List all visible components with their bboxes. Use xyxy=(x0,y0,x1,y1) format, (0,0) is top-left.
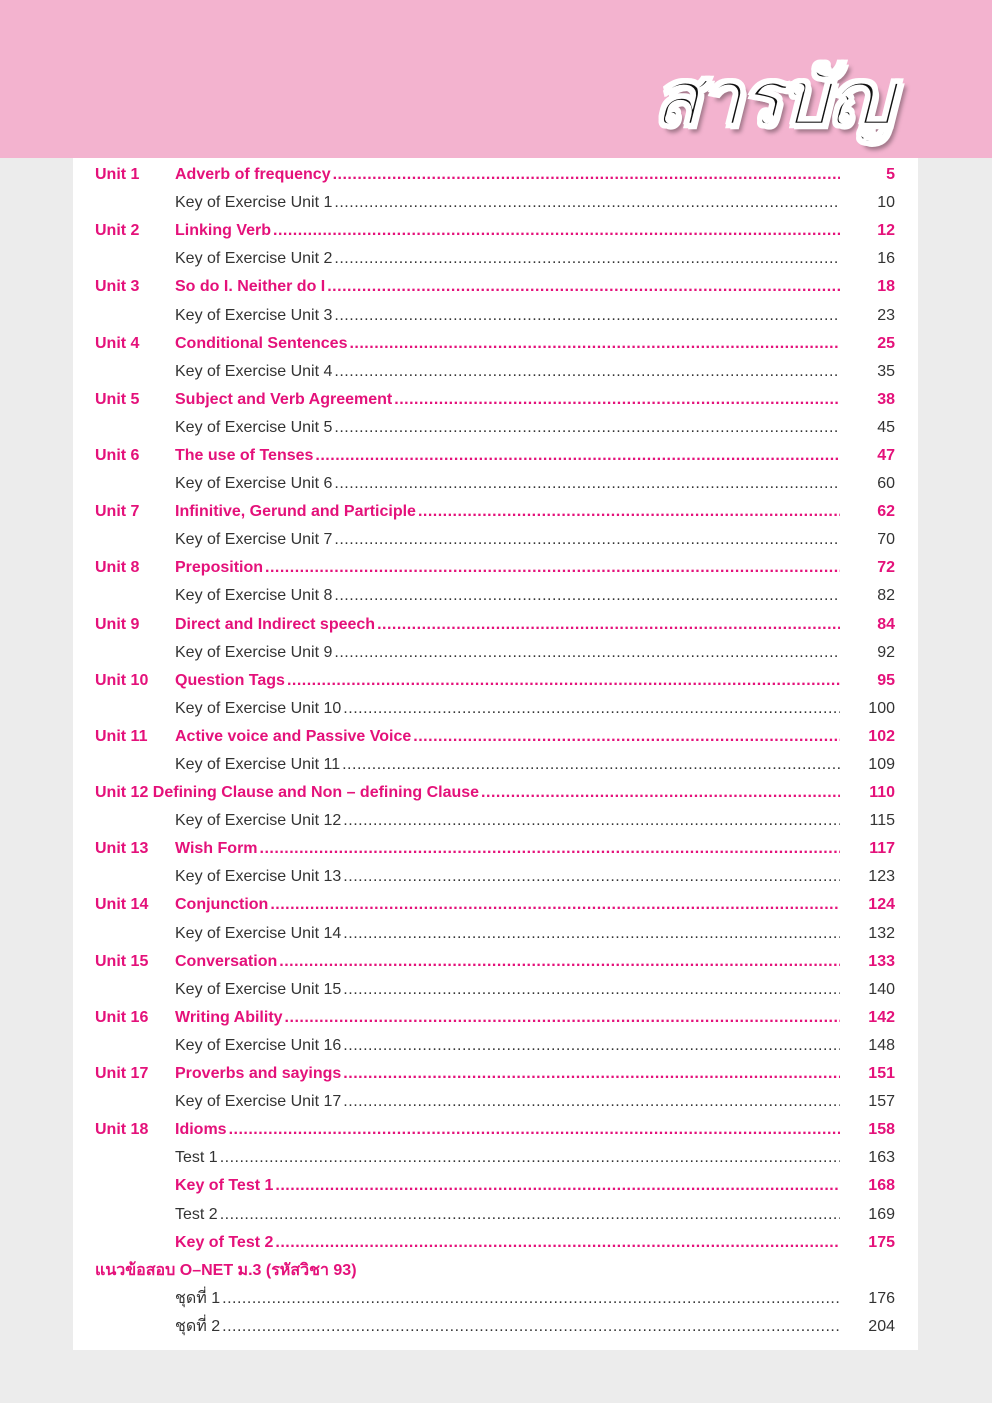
toc-entry xyxy=(95,611,895,639)
toc-entry-title: Key of Exercise Unit 8 xyxy=(175,587,333,605)
toc-page-number: 157 xyxy=(868,1093,895,1111)
toc-entry xyxy=(95,161,895,189)
dot-leader xyxy=(343,925,840,943)
dot-leader xyxy=(334,475,840,493)
toc-entry-title: Direct and Indirect speech xyxy=(175,615,376,633)
toc-page-number: 175 xyxy=(868,1233,895,1251)
toc-entry-title: Test 1 xyxy=(175,1149,218,1167)
toc-entry-title: Key of Exercise Unit 15 xyxy=(175,980,342,998)
toc-unit-label: Unit 10 xyxy=(95,671,149,689)
toc-page-number: 92 xyxy=(877,643,895,661)
toc-entry-title: Key of Exercise Unit 6 xyxy=(175,475,333,493)
dot-leader xyxy=(275,1177,840,1195)
toc-page-number: 132 xyxy=(868,924,895,942)
toc-entry xyxy=(95,1172,895,1200)
dot-leader xyxy=(287,672,840,690)
toc-entry-title: Infinitive, Gerund and Participle xyxy=(175,503,416,521)
toc-entry xyxy=(95,891,895,919)
toc-entry-title: Key of Exercise Unit 16 xyxy=(175,1036,342,1054)
toc-entry xyxy=(95,1313,895,1341)
dot-leader xyxy=(343,868,840,886)
dot-leader xyxy=(279,953,840,971)
toc-page-number: 82 xyxy=(877,587,895,605)
dot-leader xyxy=(334,419,840,437)
dot-leader xyxy=(343,1065,840,1083)
toc-page-number: 102 xyxy=(868,727,895,745)
toc-entry xyxy=(95,695,895,723)
toc-entry xyxy=(95,1229,895,1257)
dot-leader xyxy=(394,391,840,409)
toc-unit-label: Unit 8 xyxy=(95,559,140,577)
toc-entry-title: Conjunction xyxy=(175,896,269,914)
dot-leader xyxy=(343,1037,840,1055)
toc-entry xyxy=(95,835,895,863)
toc-entry xyxy=(95,1088,895,1116)
dot-leader xyxy=(229,1121,840,1139)
toc-entry-title: Subject and Verb Agreement xyxy=(175,390,393,408)
toc-entry xyxy=(95,1285,895,1313)
toc-entry-title: Key of Test 1 xyxy=(175,1177,274,1195)
toc-entry-title: Key of Test 2 xyxy=(175,1233,274,1251)
dot-leader xyxy=(334,250,840,268)
toc-entry xyxy=(95,1200,895,1228)
toc-entry xyxy=(95,863,895,891)
dot-leader xyxy=(222,1290,840,1308)
table-of-contents xyxy=(95,161,895,1341)
dot-leader xyxy=(413,728,840,746)
toc-page-number: 109 xyxy=(868,756,895,774)
toc-entry-title: Idioms xyxy=(175,1121,227,1139)
dot-leader xyxy=(260,840,840,858)
header-band xyxy=(0,0,992,158)
toc-entry xyxy=(95,1257,895,1285)
toc-entry-title: The use of Tenses xyxy=(175,446,314,464)
toc-entry xyxy=(95,273,895,301)
dot-leader xyxy=(349,335,840,353)
toc-entry xyxy=(95,639,895,667)
toc-entry xyxy=(95,920,895,948)
toc-entry xyxy=(95,1060,895,1088)
toc-page-number: 204 xyxy=(868,1317,895,1335)
toc-entry xyxy=(95,358,895,386)
toc-page-number: 23 xyxy=(877,306,895,324)
toc-entry xyxy=(95,498,895,526)
toc-entry-title: Key of Exercise Unit 2 xyxy=(175,250,333,268)
toc-entry-title: Key of Exercise Unit 17 xyxy=(175,1093,342,1111)
dot-leader xyxy=(481,784,840,802)
dot-leader xyxy=(270,896,840,914)
toc-page-number: 100 xyxy=(868,699,895,717)
toc-unit-label: Unit 13 xyxy=(95,840,149,858)
toc-entry xyxy=(95,442,895,470)
toc-entry-title: Key of Exercise Unit 12 xyxy=(175,812,342,830)
dot-leader xyxy=(343,981,840,999)
toc-page-number: 124 xyxy=(868,896,895,914)
toc-entry-title: Writing Ability xyxy=(175,1008,283,1026)
toc-page-number: 133 xyxy=(868,952,895,970)
dot-leader xyxy=(275,1234,840,1252)
dot-leader xyxy=(418,503,840,521)
toc-page-number: 117 xyxy=(869,840,895,858)
toc-unit-label: Unit 14 xyxy=(95,896,149,914)
toc-entry-title: Key of Exercise Unit 10 xyxy=(175,699,342,717)
toc-unit-label: Unit 1 xyxy=(95,166,140,184)
toc-unit-label: Unit 18 xyxy=(95,1121,149,1139)
toc-entry-title: Unit 12 Defining Clause and Non – defining Clause xyxy=(95,784,480,802)
toc-entry xyxy=(95,526,895,554)
toc-entry-title: Active voice and Passive Voice xyxy=(175,727,412,745)
toc-entry-title: Key of Exercise Unit 1 xyxy=(175,194,333,212)
toc-unit-label: Unit 5 xyxy=(95,390,140,408)
toc-entry-title: แนวข้อสอบ O–NET ม.3 (รหัสวิชา 93) xyxy=(95,1262,357,1280)
dot-leader xyxy=(315,447,840,465)
dot-leader xyxy=(273,222,840,240)
dot-leader xyxy=(343,812,840,830)
toc-entry-title: Preposition xyxy=(175,559,264,577)
toc-page-number: 140 xyxy=(868,980,895,998)
dot-leader xyxy=(334,531,840,549)
toc-entry xyxy=(95,976,895,1004)
dot-leader xyxy=(265,559,840,577)
toc-page-number: 45 xyxy=(877,418,895,436)
toc-entry xyxy=(95,330,895,358)
dot-leader xyxy=(285,1009,840,1027)
toc-page-number: 142 xyxy=(868,1008,895,1026)
toc-entry xyxy=(95,751,895,779)
toc-page-number: 163 xyxy=(868,1149,895,1167)
toc-entry-title: Key of Exercise Unit 14 xyxy=(175,924,342,942)
toc-entry xyxy=(95,554,895,582)
toc-entry xyxy=(95,779,895,807)
toc-page-number: 25 xyxy=(877,334,895,352)
toc-page-number: 158 xyxy=(868,1121,895,1139)
toc-page-number: 169 xyxy=(868,1205,895,1223)
toc-entry-title: Proverbs and sayings xyxy=(175,1065,342,1083)
toc-entry xyxy=(95,1004,895,1032)
toc-panel xyxy=(73,158,918,1350)
toc-entry xyxy=(95,301,895,329)
toc-page-number: 168 xyxy=(868,1177,895,1195)
toc-page-number: 18 xyxy=(877,278,895,296)
toc-unit-label: Unit 3 xyxy=(95,278,140,296)
toc-page-number: 16 xyxy=(877,250,895,268)
toc-page-number: 72 xyxy=(877,559,895,577)
toc-entry-title: Key of Exercise Unit 11 xyxy=(175,756,341,774)
toc-entry-title: Key of Exercise Unit 7 xyxy=(175,531,333,549)
dot-leader xyxy=(220,1149,840,1167)
toc-page-number: 5 xyxy=(886,166,895,184)
dot-leader xyxy=(343,700,840,718)
toc-page-number: 95 xyxy=(877,671,895,689)
dot-leader xyxy=(343,1093,840,1111)
toc-entry xyxy=(95,948,895,976)
toc-page-number: 70 xyxy=(877,531,895,549)
toc-unit-label: Unit 16 xyxy=(95,1008,149,1026)
dot-leader xyxy=(220,1206,840,1224)
toc-unit-label: Unit 11 xyxy=(95,727,148,745)
toc-entry xyxy=(95,807,895,835)
toc-entry-title: Adverb of frequency xyxy=(175,166,331,184)
toc-entry-title: Conditional Sentences xyxy=(175,334,348,352)
toc-page-number: 148 xyxy=(868,1036,895,1054)
toc-entry xyxy=(95,1144,895,1172)
toc-entry-title: Key of Exercise Unit 5 xyxy=(175,418,333,436)
toc-entry-title: Conversation xyxy=(175,952,278,970)
toc-entry xyxy=(95,386,895,414)
toc-entry xyxy=(95,470,895,498)
dot-leader xyxy=(334,587,840,605)
toc-unit-label: Unit 17 xyxy=(95,1065,149,1083)
toc-page-number: 110 xyxy=(869,784,895,802)
toc-entry-title: Key of Exercise Unit 13 xyxy=(175,868,342,886)
toc-page-number: 10 xyxy=(877,194,895,212)
toc-unit-label: Unit 7 xyxy=(95,503,140,521)
toc-page-number: 151 xyxy=(868,1065,895,1083)
toc-page-number: 123 xyxy=(868,868,895,886)
toc-page-number: 84 xyxy=(877,615,895,633)
toc-unit-label: Unit 4 xyxy=(95,334,140,352)
toc-entry-title: ชุดที่ 1 xyxy=(175,1290,221,1308)
toc-entry-title: Question Tags xyxy=(175,671,285,689)
toc-entry xyxy=(95,245,895,273)
toc-entry xyxy=(95,582,895,610)
toc-entry-title: Key of Exercise Unit 3 xyxy=(175,306,333,324)
dot-leader xyxy=(222,1318,840,1336)
toc-page-number: 38 xyxy=(877,390,895,408)
page-title: สารบัญ xyxy=(652,54,892,144)
toc-entry xyxy=(95,414,895,442)
toc-page-number: 62 xyxy=(877,503,895,521)
toc-entry-title: Key of Exercise Unit 4 xyxy=(175,362,333,380)
dot-leader xyxy=(334,194,840,212)
toc-entry-title: Test 2 xyxy=(175,1205,218,1223)
dot-leader xyxy=(334,644,840,662)
toc-entry xyxy=(95,189,895,217)
toc-page-number: 115 xyxy=(869,812,895,830)
dot-leader xyxy=(342,756,840,774)
toc-entry xyxy=(95,723,895,751)
toc-unit-label: Unit 2 xyxy=(95,222,140,240)
dot-leader xyxy=(327,278,840,296)
toc-entry xyxy=(95,217,895,245)
toc-entry xyxy=(95,667,895,695)
toc-entry-title: Linking Verb xyxy=(175,222,272,240)
dot-leader xyxy=(334,307,840,325)
toc-unit-label: Unit 9 xyxy=(95,615,140,633)
dot-leader xyxy=(333,166,840,184)
toc-entry-title: Key of Exercise Unit 9 xyxy=(175,643,333,661)
toc-page-number: 12 xyxy=(877,222,895,240)
toc-unit-label: Unit 6 xyxy=(95,446,140,464)
toc-entry xyxy=(95,1032,895,1060)
toc-page-number: 176 xyxy=(868,1289,895,1307)
toc-entry xyxy=(95,1116,895,1144)
toc-entry-title: ชุดที่ 2 xyxy=(175,1318,221,1336)
dot-leader xyxy=(334,363,840,381)
toc-entry-title: Wish Form xyxy=(175,840,258,858)
toc-page-number: 35 xyxy=(877,362,895,380)
toc-unit-label: Unit 15 xyxy=(95,952,149,970)
toc-page-number: 60 xyxy=(877,475,895,493)
toc-page-number: 47 xyxy=(877,446,895,464)
toc-entry-title: So do I. Neither do I xyxy=(175,278,326,296)
dot-leader xyxy=(377,616,840,634)
